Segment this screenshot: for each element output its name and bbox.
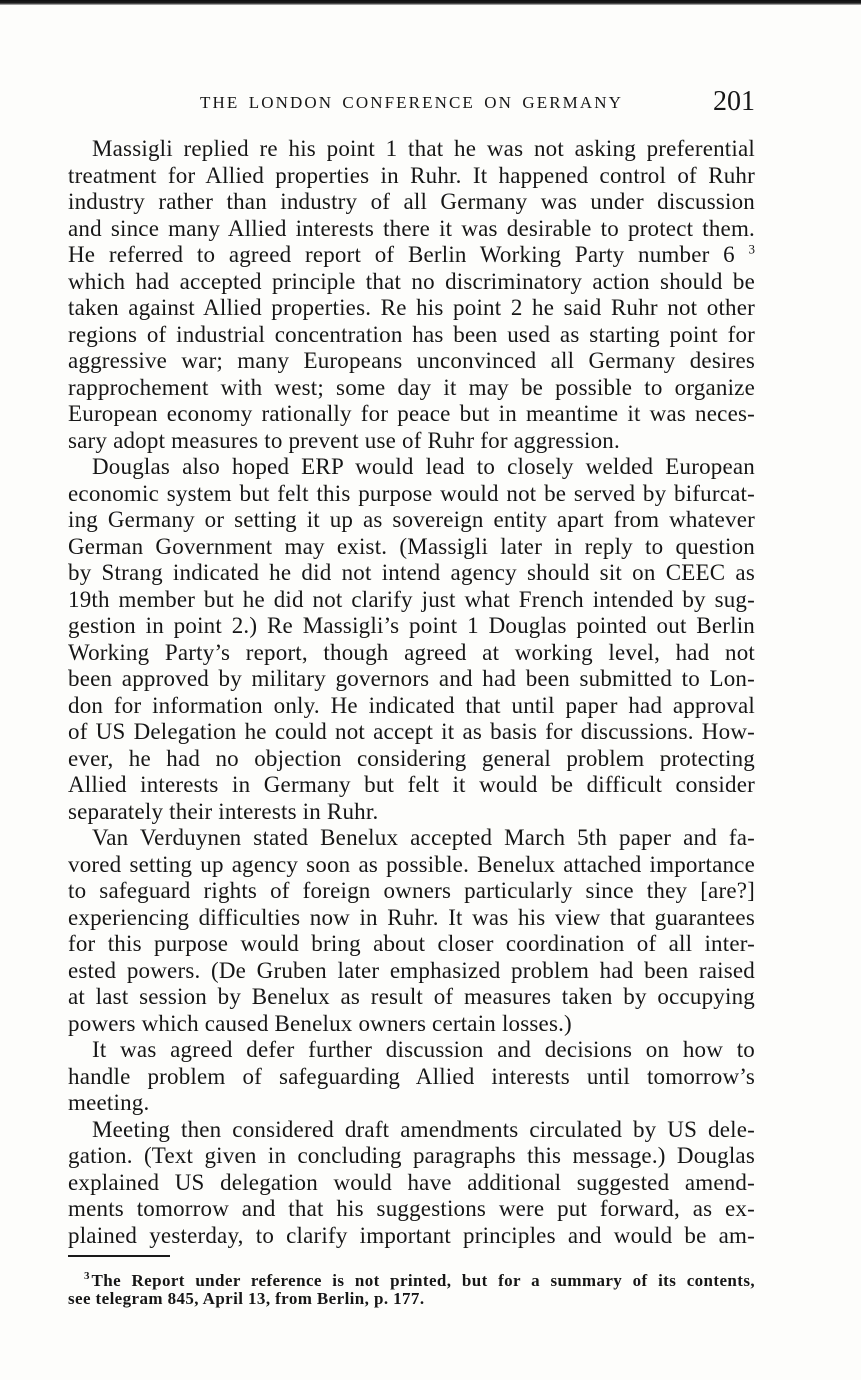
- body-line: 19th member but he did not clarify just what French intended by sug-: [68, 586, 755, 612]
- body-line: gestion in point 2.) Re Massigli’s point 1 Douglas pointed out Berlin: [68, 613, 755, 638]
- footnote-line: [68, 1272, 755, 1290]
- page-number: 201: [713, 86, 755, 117]
- body-line: Massigli replied re his point 1 that he was not asking preferential: [92, 136, 755, 161]
- footnote-rule: [68, 1255, 170, 1257]
- body-line-text: He referred to agreed report of Berlin Working Party number 6: [68, 242, 735, 267]
- body-line: Douglas also hoped ERP would lead to closely welded European: [92, 454, 755, 479]
- body-line: been approved by military governors and had been submitted to Lon-: [68, 666, 755, 691]
- body-line: It was agreed defer further discussion and decisions on how to: [92, 1037, 755, 1062]
- body-line: at last session by Benelux as result of measures taken by occupying: [68, 984, 755, 1009]
- body-line: Working Party’s report, though agreed at working level, had not: [68, 639, 755, 665]
- body-line: powers which caused Benelux owners certain losses.): [68, 1010, 572, 1036]
- body-line: sary adopt measures to prevent use of Ruhr for aggression.: [68, 427, 620, 453]
- body-line: handle problem of safeguarding Allied interests until tomorrow’s: [68, 1063, 755, 1089]
- body-line: which had accepted principle that no discriminatory action should be: [68, 268, 755, 294]
- body-line: German Government may exist. (Massigli later in reply to question: [68, 533, 755, 559]
- body-text: [68, 136, 755, 1249]
- body-line: ested powers. (De Gruben later emphasized problem had been raised: [68, 957, 755, 983]
- body-line: separately their interests in Ruhr.: [68, 798, 379, 824]
- scan-edge: [0, 0, 861, 5]
- body-line: to safeguard rights of foreign owners particularly since they [are?]: [68, 878, 755, 903]
- body-line: European economy rationally for peace but in meantime it was neces-: [68, 401, 755, 426]
- footnote: [68, 1272, 755, 1308]
- body-line: vored setting up agency soon as possible. Benelux attached importance: [68, 851, 755, 877]
- paragraph: [68, 136, 755, 454]
- footnote-mark: 3: [84, 1272, 90, 1283]
- running-title: THE LONDON CONFERENCE ON GERMANY: [200, 93, 623, 112]
- body-line: treatment for Allied properties in Ruhr. It happened control of Ruhr: [68, 162, 755, 188]
- paragraph: [68, 1037, 755, 1117]
- body-line: for this purpose would bring about closer coordination of all inter-: [68, 931, 755, 956]
- body-line: gation. (Text given in concluding paragraphs this message.) Douglas: [68, 1143, 755, 1168]
- footnote-reference: 3: [748, 242, 755, 257]
- body-line: Van Verduynen stated Benelux accepted March 5th paper and fa-: [92, 825, 755, 850]
- body-line: [68, 242, 755, 269]
- body-line: industry rather than industry of all Germany was under discussion: [68, 189, 755, 214]
- body-line: don for information only. He indicated that until paper had approval: [68, 692, 755, 718]
- body-line: Meeting then considered draft amendments circulated by US dele-: [92, 1116, 755, 1142]
- body-line: Allied interests in Germany but felt it would be difficult consider: [68, 772, 755, 797]
- body-line: rapprochement with west; some day it may be possible to organize: [68, 374, 755, 400]
- paragraph: [68, 825, 755, 1037]
- body-line: taken against Allied properties. Re his point 2 he said Ruhr not other: [68, 295, 755, 320]
- body-line: plained yesterday, to clarify important principles and would be am-: [68, 1222, 755, 1248]
- paragraph: [68, 1117, 755, 1250]
- body-line: economic system but felt this purpose would not be served by bifurcat-: [68, 480, 755, 506]
- body-line: by Strang indicated he did not intend agency should sit on CEEC as: [68, 560, 755, 585]
- body-line: regions of industrial concentration has been used as starting point for: [68, 321, 755, 347]
- body-line: explained US delegation would have additional suggested amend-: [68, 1169, 755, 1195]
- body-line: and since many Allied interests there it was desirable to protect them.: [68, 215, 755, 241]
- body-line: experiencing difficulties now in Ruhr. It was his view that guarantees: [68, 904, 755, 930]
- body-line: aggressive war; many Europeans unconvinced all Germany desires: [68, 348, 755, 373]
- body-line: ever, he had no objection considering general problem protecting: [68, 745, 755, 771]
- body-line: ments tomorrow and that his suggestions were put forward, as ex-: [68, 1196, 755, 1221]
- body-line: ing Germany or setting it up as sovereign entity apart from whatever: [68, 507, 755, 532]
- footnote-line-text: The Report under reference is not printed, but for a summary of its contents,: [91, 1272, 755, 1290]
- body-line: of US Delegation he could not accept it as basis for discussions. How-: [68, 719, 755, 744]
- paragraph: [68, 454, 755, 825]
- footnote-line: see telegram 845, April 13, from Berlin, p. 177.: [68, 1290, 425, 1308]
- body-line: meeting.: [68, 1090, 150, 1115]
